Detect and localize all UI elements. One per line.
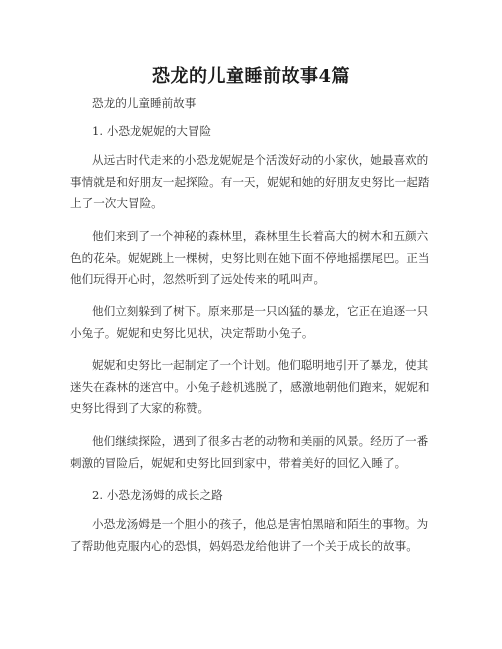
section-2-heading: 2. 小恐龙汤姆的成长之路 [92, 488, 223, 502]
document-subtitle: 恐龙的儿童睡前故事 [92, 96, 197, 110]
paragraph-1: 从远古时代走来的小恐龙妮妮是个活泼好动的小家伙，她最喜欢的事情就是和好朋友一起探险。有一天，妮妮和她的好朋友史努比一起踏上了一次大冒险。 [70, 153, 430, 210]
section-1-heading: 1. 小恐龙妮妮的大冒险 [92, 124, 212, 138]
paragraph-3: 他们立刻躲到了树下。原来那是一只凶猛的暴龙，它正在追逐一只小兔子。妮妮和史努比见状，决定帮助小兔子。 [70, 304, 429, 340]
document-title: 恐龙的儿童睡前故事4篇 [151, 66, 351, 87]
paragraph-4: 妮妮和史努比一起制定了一个计划。他们聪明地引开了暴龙，使其迷失在森林的迷宫中。小兔子趁机逃脱了，感激地朝他们跑来，妮妮和史努比得到了大家的称赞。 [70, 358, 430, 415]
paragraph-2: 他们来到了一个神秘的森林里，森林里生长着高大的树木和五颜六色的花朵。妮妮跳上一棵树，史努比则在她下面不停地摇摆尾巴。正当他们玩得开心时，忽然听到了远处传来的吼叫声。 [70, 229, 430, 286]
paragraph-6: 小恐龙汤姆是一个胆小的孩子，他总是害怕黑暗和陌生的事物。为了帮助他克服内心的恐惧，妈妈恐龙给他讲了一个关于成长的故事。 [70, 517, 429, 553]
paragraph-5: 他们继续探险，遇到了很多古老的动物和美丽的风景。经历了一番刺激的冒险后，妮妮和史努比回到家中，带着美好的回忆入睡了。 [70, 434, 429, 470]
